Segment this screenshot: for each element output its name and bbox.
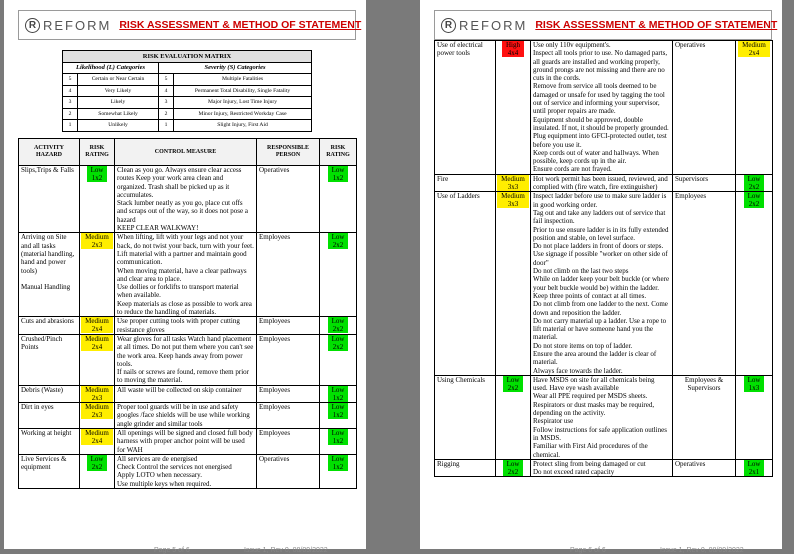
risk-score: 2x4: [91, 342, 103, 351]
document-title: RISK ASSESSMENT & METHOD OF STATEMENT: [119, 19, 362, 31]
matrix-row: [63, 97, 312, 109]
residual-risk-rating: [320, 334, 357, 385]
risk-row: [435, 41, 773, 175]
risk-badge: [328, 233, 349, 249]
risk-level: Low: [90, 454, 104, 463]
residual-risk-rating: [736, 192, 773, 376]
risk-level: Medium: [85, 317, 109, 326]
risk-level: Low: [331, 233, 345, 242]
likelihood-label: Very Likely: [78, 85, 159, 97]
risk-level: Low: [90, 166, 104, 174]
risk-score: 1x2: [332, 393, 344, 402]
issue-info: Issue 1, Rev 0, 08/09/2022: [244, 547, 328, 554]
responsible-person: Operatives: [673, 41, 736, 175]
risk-level: Low: [331, 385, 345, 394]
risk-badge: [744, 175, 765, 191]
activity-hazard: Debris (Waste): [19, 385, 80, 402]
page-header: [434, 10, 778, 40]
residual-risk-rating: [320, 385, 357, 402]
severity-label: Permanent Total Disability, Single Fatality: [174, 85, 312, 97]
responsible-person: Operatives: [673, 459, 736, 477]
severity-label: Multiple Fatalities: [174, 74, 312, 86]
initial-risk-rating: [80, 233, 115, 317]
responsible-person: Employees: [257, 233, 320, 317]
risk-score: 2x2: [748, 200, 760, 209]
risk-score: 3x3: [507, 182, 519, 191]
risk-row: [19, 454, 357, 488]
matrix-row: [63, 120, 312, 132]
logo-text: REFORM: [43, 17, 112, 33]
risk-level: Low: [331, 334, 345, 343]
residual-risk-rating: [320, 428, 357, 454]
risk-row: [435, 174, 773, 192]
col-control: CONTROL MEASURE: [115, 139, 257, 166]
residual-risk-rating: [320, 166, 357, 233]
risk-level: Low: [506, 459, 520, 468]
likelihood-label: Unlikely: [78, 120, 159, 132]
initial-risk-rating: [80, 403, 115, 429]
severity-number: 1: [159, 120, 174, 132]
logo-text: REFORM: [459, 17, 528, 33]
risk-score: 2x3: [91, 241, 103, 250]
risk-row: [19, 317, 357, 335]
likelihood-heading: Likelihood (L) Categories: [63, 62, 159, 74]
risk-badge: [81, 335, 113, 351]
risk-score: 2x4: [748, 49, 760, 57]
risk-row: [435, 459, 773, 477]
control-measure: All openings will be signed and closed full body harness with proper anchor point will be used for WAH: [115, 428, 257, 454]
residual-risk-rating: [736, 174, 773, 192]
severity-label: Major Injury, Lost Time Injury: [174, 97, 312, 109]
initial-risk-rating: [496, 192, 531, 376]
risk-level: Medium: [85, 233, 109, 242]
risk-level: Low: [331, 403, 345, 412]
control-measure: When lifting, lift with your legs and not your back, do not twist your back, turn with your feet. Lift material with a partner and maintain good communication. When moving material, have a clear pathways and clear area to place. Use dollies or forklifts to transport material when available. Keep materials as close as possible to work area to reduce the handling of materials.: [115, 233, 257, 317]
severity-label: Slight Injury, First Aid: [174, 120, 312, 132]
severity-number: 2: [159, 108, 174, 120]
activity-hazard: Working at height: [19, 428, 80, 454]
risk-score: 2x1: [748, 467, 760, 476]
activity-hazard: Use of Ladders: [435, 192, 496, 376]
activity-hazard: Slips,Trips & Falls: [19, 166, 80, 233]
risk-level: Medium: [85, 428, 109, 437]
page-6: [420, 0, 782, 554]
control-measure: Protect sling from being damaged or cut Do not exceed rated capacity: [531, 459, 673, 477]
risk-score: 2x4: [91, 436, 103, 445]
control-measure: Wear gloves for all tasks Watch hand placement at all times. Do not put them where you can't see the work area. Keep hands away from power tools. If nails or screws are found, remove them prior to moving the material.: [115, 334, 257, 385]
risk-score: 1x2: [332, 462, 344, 471]
control-measure: All services are de energised Check Control the services not energised Apply LOTO when necessary. Use multiple keys when required.: [115, 454, 257, 488]
risk-badge: [502, 41, 524, 57]
risk-score: 2x2: [332, 241, 344, 250]
risk-level: Medium: [85, 385, 109, 394]
risk-row: [435, 375, 773, 459]
page-number: Page 5 of 6: [154, 547, 190, 554]
severity-number: 3: [159, 97, 174, 109]
risk-score: 2x2: [507, 467, 519, 476]
risk-score: 2x4: [91, 325, 103, 334]
residual-risk-rating: [736, 459, 773, 477]
residual-risk-rating: [736, 41, 773, 175]
residual-risk-rating: [320, 317, 357, 335]
risk-level: Medium: [85, 334, 109, 343]
risk-score: 1x2: [91, 174, 103, 182]
responsible-person: Employees & Supervisors: [673, 375, 736, 459]
likelihood-number: 1: [63, 120, 78, 132]
matrix-row: [63, 108, 312, 120]
responsible-person: Employees: [673, 192, 736, 376]
residual-risk-rating: [320, 233, 357, 317]
risk-score: 1x2: [332, 174, 344, 182]
control-measure: Clean as you go. Always ensure clear access routes Keep your work area clean and organized. Trash shall be picked up as it accumulates. Stack lumber neatly as you go, place cut offs and scraps out of the way, so it does not pose a hazard KEEP CLEAR WALKWAY!: [115, 166, 257, 233]
matrix-title: RISK EVALUATION MATRIX: [63, 51, 312, 63]
severity-heading: Severity (S) Categories: [159, 62, 312, 74]
issue-info: Issue 1, Rev 0, 08/09/2022: [660, 547, 744, 554]
risk-badge: [81, 429, 113, 445]
severity-number: 4: [159, 85, 174, 97]
risk-badge: [744, 376, 765, 392]
risk-level: Low: [331, 428, 345, 437]
risk-badge: [744, 192, 765, 208]
matrix-row: [63, 74, 312, 86]
initial-risk-rating: [80, 385, 115, 402]
activity-hazard: Dirt in eyes: [19, 403, 80, 429]
activity-hazard: Rigging: [435, 459, 496, 477]
risk-score: 4x4: [507, 49, 519, 57]
risk-level: Low: [331, 166, 345, 174]
logo-mark: R: [25, 18, 40, 33]
risk-score: 2x2: [507, 383, 519, 392]
document-title: RISK ASSESSMENT & METHOD OF STATEMENT: [535, 19, 778, 31]
risk-badge: [744, 460, 765, 476]
responsible-person: Operatives: [257, 166, 320, 233]
activity-hazard: Using Chemicals: [435, 375, 496, 459]
risk-table-page-6: [434, 40, 773, 477]
risk-badge: [81, 386, 113, 402]
risk-badge: [87, 455, 108, 471]
risk-badge: [328, 386, 349, 402]
reform-logo: [25, 18, 111, 33]
control-measure: Hot work permit has been issued, reviewed, and complied with (fire watch, fire extinguisher): [531, 174, 673, 192]
risk-badge: [328, 335, 349, 351]
activity-hazard: Crushed/Pinch Points: [19, 334, 80, 385]
risk-level: Low: [747, 174, 761, 183]
risk-score: 2x2: [332, 342, 344, 351]
initial-risk-rating: [80, 166, 115, 233]
risk-row: [19, 166, 357, 233]
initial-risk-rating: [496, 459, 531, 477]
risk-level: Medium: [501, 192, 525, 201]
initial-risk-rating: [80, 334, 115, 385]
likelihood-number: 4: [63, 85, 78, 97]
risk-score: 2x2: [332, 325, 344, 334]
risk-row: [19, 233, 357, 317]
risk-level: Low: [747, 192, 761, 201]
page-header: [18, 10, 362, 40]
risk-badge: [81, 317, 113, 333]
risk-level: Medium: [742, 41, 766, 49]
responsible-person: Employees: [257, 403, 320, 429]
risk-level: High: [506, 41, 520, 49]
activity-hazard: Arriving on Site and all tasks (material handling, hand and power tools) Manual Handling: [19, 233, 80, 317]
likelihood-number: 3: [63, 97, 78, 109]
col-rating-after: RISK RATING: [320, 139, 357, 166]
risk-badge: [328, 429, 349, 445]
risk-score: 2x3: [91, 393, 103, 402]
risk-score: 2x3: [91, 411, 103, 420]
risk-score: 3x3: [507, 200, 519, 209]
residual-risk-rating: [320, 403, 357, 429]
risk-table-page-5: [18, 138, 357, 489]
risk-row: [19, 428, 357, 454]
risk-badge: [738, 41, 770, 57]
activity-hazard: Live Services & equipment: [19, 454, 80, 488]
control-measure: Use only 110v equipment's. Inspect all tools prior to use. No damaged parts, all guards are installed and working properly, ground prongs are not missing and there are no cuts in the cords. Remove from service all tools deemed to be damaged or unsafe for used by tagging the tool out of service and informing your supervisor, until proper repairs are made. Equipment should be approved, double insulated. If not, it should be properly grounded. Plug equipment into GFCI-protected outlet, test before you use it. Keep cords out of water and hallways. When possible, keep cords up in the air. Ensure cords are not frayed.: [531, 41, 673, 175]
activity-hazard: Use of electrical power tools: [435, 41, 496, 175]
risk-badge: [503, 460, 524, 476]
responsible-person: Employees: [257, 428, 320, 454]
likelihood-number: 2: [63, 108, 78, 120]
risk-badge: [497, 192, 529, 208]
risk-score: 1x2: [332, 411, 344, 420]
responsible-person: Employees: [257, 385, 320, 402]
risk-level: Medium: [501, 174, 525, 183]
risk-badge: [497, 175, 529, 191]
control-measure: Inspect ladder before use to make sure ladder is in good working order. Tag out and take any ladders out of service that fail inspection. Prior to use ensure ladder is in its fully extended position and stable, on level surface. Do not place ladders in front of doors or steps. Use signage if possible "worker on other side of door" Do not climb on the last two steps While on ladder keep your belt buckle (or where your belt buckle would be) within the ladder. Keep three points of contact at all times. Do not climb from one ladder to the next. Come down and reposition the ladder. Do not carry material up a ladder. Use a rope to lift material or have someone hand you the material. Do not store items on top of ladder. Ensure the area around the ladder is clear of material. Always face towards the ladder.: [531, 192, 673, 376]
control-measure: Proper tool guards will be in use and safety googles /face shields will be use while working angle grinder and similar tools: [115, 403, 257, 429]
risk-level: Low: [506, 375, 520, 384]
risk-badge: [81, 233, 113, 249]
control-measure: All waste will be collected on skip container: [115, 385, 257, 402]
likelihood-label: Certain or Near Certain: [78, 74, 159, 86]
risk-badge: [328, 403, 349, 419]
initial-risk-rating: [80, 317, 115, 335]
activity-hazard: Fire: [435, 174, 496, 192]
responsible-person: Employees: [257, 334, 320, 385]
likelihood-label: Somewhat Likely: [78, 108, 159, 120]
risk-row: [19, 385, 357, 402]
risk-score: 1x2: [332, 436, 344, 445]
initial-risk-rating: [496, 174, 531, 192]
control-measure: Have MSDS on site for all chemicals being used. Have eye wash available Wear all PPE required per MSDS sheets. Respirators or dust masks may be required, depending on the activity. Respirator use Follow instructions for safe application outlines in MSDS. Familiar with First Aid procedures of the chemical.: [531, 375, 673, 459]
matrix-row: [63, 85, 312, 97]
col-rating: RISK RATING: [80, 139, 115, 166]
risk-evaluation-matrix: [62, 50, 312, 132]
risk-badge: [328, 317, 349, 333]
page-5: [4, 0, 366, 554]
risk-badge: [328, 166, 349, 182]
risk-score: 2x2: [91, 462, 103, 471]
residual-risk-rating: [320, 454, 357, 488]
risk-row: [19, 334, 357, 385]
initial-risk-rating: [80, 454, 115, 488]
risk-badge: [87, 166, 108, 182]
risk-badge: [328, 455, 349, 471]
page-number: Page 6 of 6: [570, 547, 606, 554]
risk-level: Low: [747, 459, 761, 468]
responsible-person: Employees: [257, 317, 320, 335]
responsible-person: Supervisors: [673, 174, 736, 192]
risk-badge: [503, 376, 524, 392]
logo-mark: R: [441, 18, 456, 33]
likelihood-label: Likely: [78, 97, 159, 109]
risk-score: 2x2: [748, 182, 760, 191]
risk-level: Medium: [85, 403, 109, 412]
initial-risk-rating: [496, 41, 531, 175]
activity-hazard: Cuts and abrasions: [19, 317, 80, 335]
initial-risk-rating: [80, 428, 115, 454]
responsible-person: Operatives: [257, 454, 320, 488]
reform-logo: [441, 18, 527, 33]
severity-label: Minor Injury, Restricted Workday Case: [174, 108, 312, 120]
risk-level: Low: [747, 375, 761, 384]
residual-risk-rating: [736, 375, 773, 459]
severity-number: 5: [159, 74, 174, 86]
risk-level: Low: [331, 454, 345, 463]
risk-badge: [81, 403, 113, 419]
col-activity: ACTIVITY HAZARD: [19, 139, 80, 166]
risk-row: [19, 403, 357, 429]
likelihood-number: 5: [63, 74, 78, 86]
risk-row: [435, 192, 773, 376]
control-measure: Use proper cutting tools with proper cutting resistance gloves: [115, 317, 257, 335]
risk-level: Low: [331, 317, 345, 326]
initial-risk-rating: [496, 375, 531, 459]
col-person: RESPONSIBLE PERSON: [257, 139, 320, 166]
risk-score: 1x3: [748, 383, 760, 392]
